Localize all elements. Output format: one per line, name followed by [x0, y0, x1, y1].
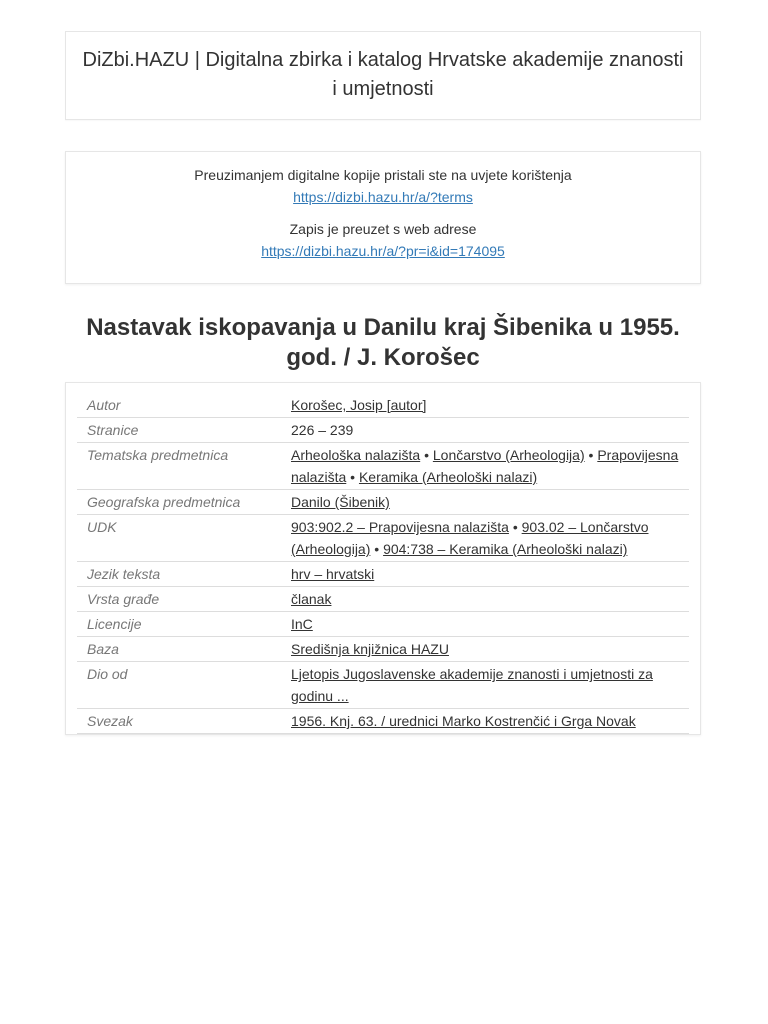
- metadata-row: [77, 662, 689, 709]
- metadata-label: Baza: [87, 641, 119, 657]
- terms-notice: [66, 164, 700, 208]
- metadata-value-link[interactable]: Keramika (Arheološki nalazi): [358, 469, 538, 485]
- metadata-value: [281, 393, 689, 418]
- metadata-label: UDK: [87, 519, 117, 535]
- source-text: Zapis je preuzet s web adrese: [289, 221, 477, 237]
- metadata-value: [281, 418, 689, 443]
- metadata-value-link[interactable]: Lončarstvo (Arheologija): [432, 447, 585, 463]
- value-separator: •: [370, 541, 384, 557]
- terms-text: Preuzimanjem digitalne kopije pristali ste na uvjete korištenja: [194, 167, 572, 183]
- metadata-label: Autor: [87, 397, 121, 413]
- source-notice: [66, 218, 700, 262]
- metadata-value-link[interactable]: članak: [291, 591, 332, 607]
- metadata-value-link[interactable]: 903:902.2 – Prapovijesna nalazišta: [291, 519, 509, 535]
- metadata-label: Svezak: [87, 713, 133, 729]
- metadata-label: Tematska predmetnica: [87, 447, 229, 463]
- site-title: DiZbi.HAZU | Digitalna zbirka i katalog Hrvatske akademije znanosti i umjetnosti: [82, 49, 684, 100]
- metadata-value: [281, 515, 689, 562]
- metadata-panel: [65, 382, 701, 735]
- value-separator: •: [508, 519, 522, 535]
- metadata-value: [281, 443, 689, 490]
- metadata-value: [281, 709, 689, 734]
- metadata-row: [77, 393, 689, 418]
- metadata-value-text: 226 – 239: [291, 422, 354, 438]
- metadata-table: [77, 393, 689, 734]
- metadata-label: Licencije: [87, 616, 142, 632]
- metadata-row: [77, 443, 689, 490]
- metadata-value-link[interactable]: Prapovijesna nalazišta: [291, 447, 679, 485]
- value-separator: •: [420, 447, 433, 463]
- metadata-value-link[interactable]: InC: [291, 616, 313, 632]
- metadata-value-link[interactable]: hrv – hrvatski: [291, 566, 375, 582]
- metadata-row: [77, 418, 689, 443]
- metadata-row: [77, 587, 689, 612]
- terms-link[interactable]: https://dizbi.hazu.hr/a/?terms: [293, 189, 473, 205]
- metadata-label: Stranice: [87, 422, 139, 438]
- metadata-value-link[interactable]: Arheološka nalazišta: [291, 447, 421, 463]
- site-header: [65, 31, 701, 120]
- metadata-label: Jezik teksta: [87, 566, 161, 582]
- metadata-label: Dio od: [87, 666, 128, 682]
- value-separator: •: [584, 447, 598, 463]
- metadata-row: [77, 637, 689, 662]
- metadata-value-link[interactable]: Središnja knjižnica HAZU: [291, 641, 449, 657]
- metadata-value-link[interactable]: 904:738 – Keramika (Arheološki nalazi): [383, 541, 628, 557]
- record-title: Nastavak iskopavanja u Danilu kraj Šibenika u 1955. god. / J. Korošec: [86, 314, 680, 371]
- metadata-value-link[interactable]: 903.02 – Lončarstvo (Arheologija): [291, 519, 649, 557]
- metadata-row: [77, 709, 689, 734]
- metadata-value-link[interactable]: Ljetopis Jugoslavenske akademije znanosti i umjetnosti za godinu ...: [291, 666, 653, 704]
- metadata-row: [77, 562, 689, 587]
- download-notice: [65, 151, 701, 284]
- metadata-row: [77, 490, 689, 515]
- metadata-value-link[interactable]: Korošec, Josip [autor]: [291, 397, 427, 413]
- metadata-value: [281, 612, 689, 637]
- metadata-value: [281, 562, 689, 587]
- metadata-value-link[interactable]: 1956. Knj. 63. / urednici Marko Kostrenčić i Grga Novak: [291, 713, 636, 729]
- value-separator: •: [346, 469, 359, 485]
- metadata-value: [281, 587, 689, 612]
- metadata-label: Geografska predmetnica: [87, 494, 241, 510]
- metadata-value: [281, 637, 689, 662]
- metadata-row: [77, 515, 689, 562]
- metadata-value: [281, 490, 689, 515]
- metadata-label: Vrsta građe: [87, 591, 160, 607]
- source-link[interactable]: https://dizbi.hazu.hr/a/?pr=i&id=174095: [261, 243, 505, 259]
- metadata-value: [281, 662, 689, 709]
- metadata-value-link[interactable]: Danilo (Šibenik): [291, 494, 390, 510]
- metadata-row: [77, 612, 689, 637]
